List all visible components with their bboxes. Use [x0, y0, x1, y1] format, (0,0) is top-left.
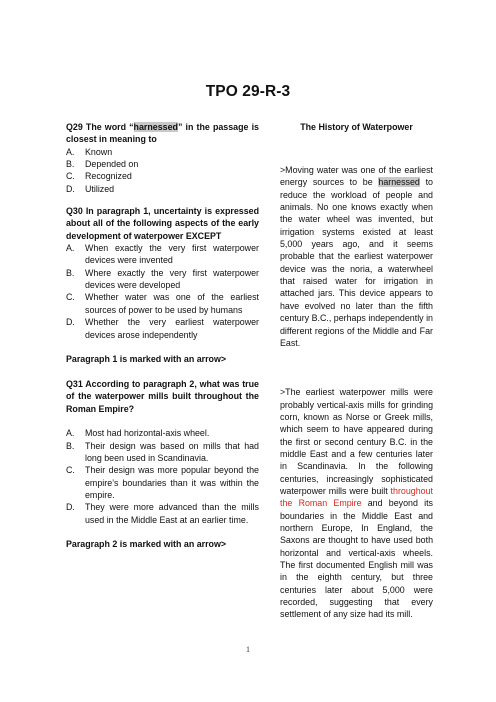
- option-c[interactable]: C. Whether water was one of the earliest sources of power to be used by humans: [66, 292, 259, 315]
- q30-options: [66, 242, 259, 341]
- option-d[interactable]: D. Whether the very earliest waterpower devices arose independently: [66, 317, 259, 340]
- document-title: TPO 29-R-3: [205, 83, 291, 100]
- passage-column: [280, 121, 433, 621]
- option-b[interactable]: B. Their design was based on mills that had long been used in Scandinavia.: [66, 440, 259, 463]
- option-a[interactable]: A. When exactly the very first waterpower devices were invented: [66, 243, 259, 266]
- option-b[interactable]: B. Where exactly the very first waterpower devices were developed: [66, 267, 259, 291]
- passage-paragraph-1: >Moving water was one of the earliest energy sources to be harnessed to reduce the workload of people and animals. No one knows exactly when the water wheel was invented, but irrigation systems existed at least 5,000 years ago, and it seems probable that the earliest waterpower device was the noria, a waterwheel that raised water for irrigation in attached jars. This device appears to have evolved no later than the fifth century B.C., perhaps independently in different regions of the Middle and Far East.: [280, 165, 433, 348]
- highlighted-word: harnessed: [378, 177, 420, 188]
- option-a[interactable]: A. Known: [66, 146, 113, 157]
- option-c[interactable]: C. Recognized: [66, 171, 132, 182]
- passage-paragraph-2: >The earliest waterpower mills were probably vertical-axis mills for grinding corn, known as Norse or Greek mills, which seem to have appeared during the first or second century B.C. in the middle East and a few centuries later in Scandinavia. In the following centuries, increasingly sophisticated waterpower mills were built throughout the Roman Empire and beyond its boundaries in the Middle East and northern Europe, In England, the Saxons are thought to have used both horizontal and vertical-axis wheels. The first documented English mill was in the eighth century, but three centuries later about 5,000 were recorded, suggesting that every settlement of any size had its mill.: [280, 387, 433, 620]
- paragraph-marker-1: Paragraph 1 is marked with an arrow>: [66, 354, 227, 365]
- question-q31: Q31 According to paragraph 2, what was true of the waterpower mills built throughout the Roman Empire?: [66, 378, 259, 414]
- paragraph-marker-2: Paragraph 2 is marked with an arrow>: [66, 539, 227, 550]
- option-b[interactable]: B. Depended on: [66, 159, 139, 170]
- page-number: 1: [246, 645, 250, 654]
- q31-options: [66, 427, 259, 526]
- question-q29: Q29 The word “harnessed” in the passage is closest in meaning to: [66, 122, 259, 145]
- question-q30: Q30 In paragraph 1, uncertainty is expressed about all of the following aspects of the early development of waterpower EXCEPT: [66, 206, 259, 241]
- highlighted-word: harnessed: [133, 122, 178, 132]
- q29-options: [66, 146, 259, 195]
- option-d[interactable]: D. Utilized: [66, 183, 115, 194]
- passage-title: The History of Waterpower: [300, 122, 413, 132]
- questions-column: [66, 121, 259, 551]
- option-d[interactable]: D. They were more advanced than the mills used in the Middle East at an earlier time.: [66, 502, 259, 525]
- option-c[interactable]: C. Their design was more popular beyond the empire’s boundaries than it was within the empire.: [66, 465, 259, 500]
- red-highlight-text: throughout the Roman Empire: [280, 485, 433, 509]
- option-a[interactable]: A. Most had horizontal-axis wheel.: [66, 428, 210, 439]
